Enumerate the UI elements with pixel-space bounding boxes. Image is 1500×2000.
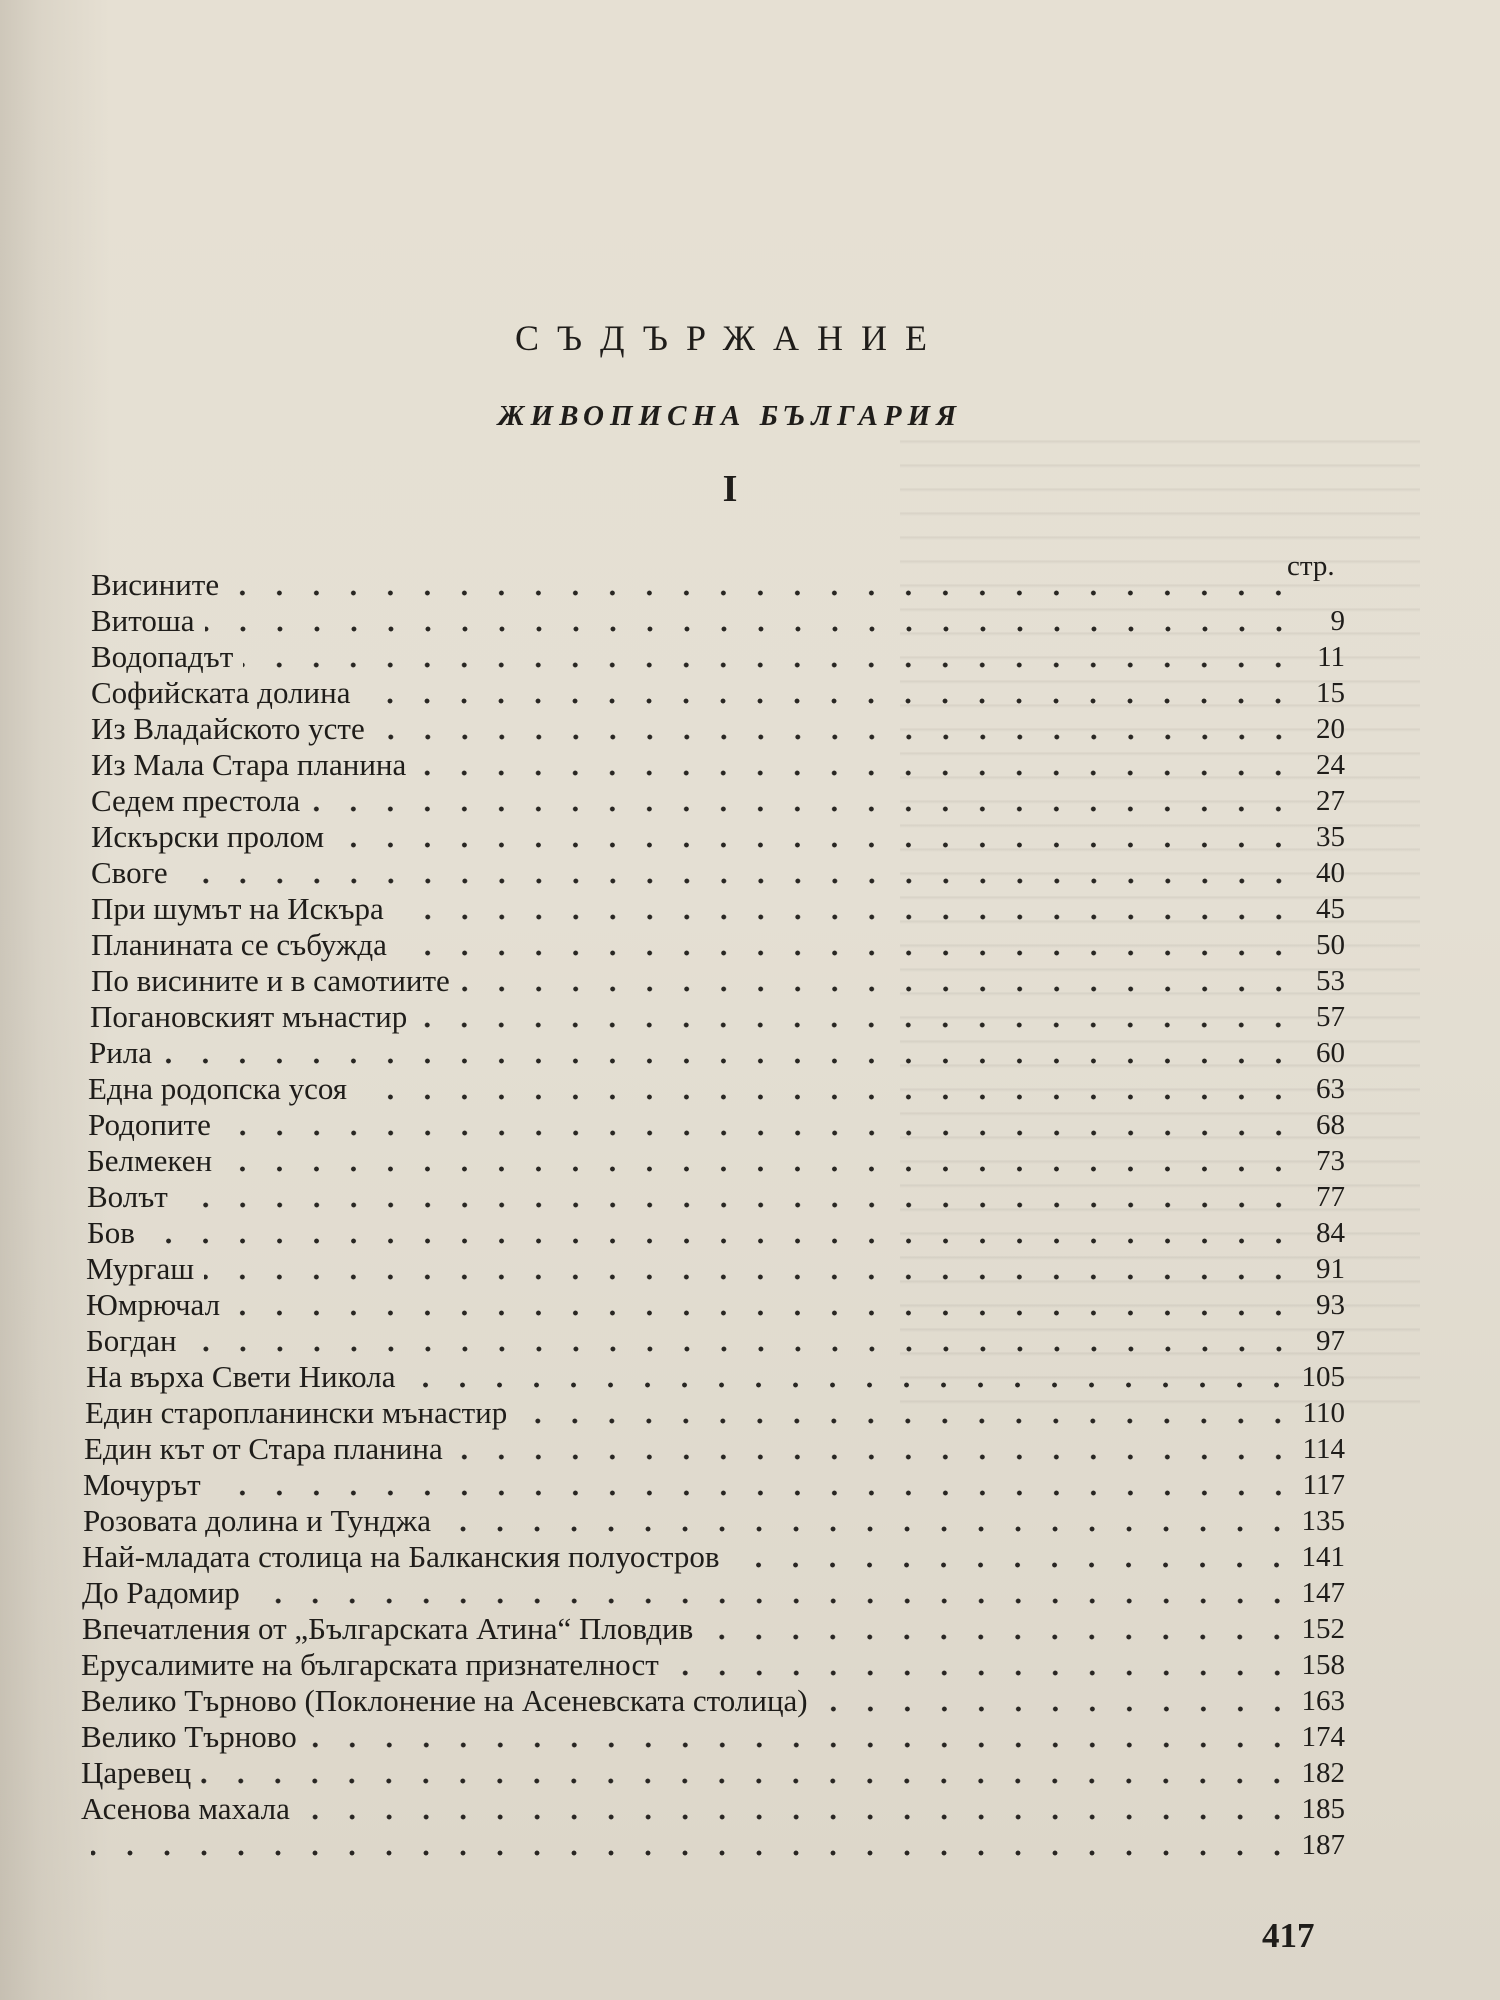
toc-entry-page: 110 [1302,1397,1345,1429]
toc-entry-title: Най-младата столица на Балканския полуостров [82,1539,720,1574]
toc-entry-page: 91 [1316,1253,1345,1285]
book-section-heading: ЖИВОПИСНА БЪЛГАРИЯ [497,400,963,432]
toc-entry-title: Асенова махала [81,1791,290,1826]
dot-leader [818,1706,1296,1712]
toc-entry [86,1287,1345,1323]
toc-entry-page: 174 [1301,1721,1345,1753]
toc-entry-page: 63 [1316,1073,1345,1105]
dot-leader [243,662,1297,668]
toc-entry-page: 141 [1301,1541,1345,1573]
toc-entry [91,963,1345,999]
toc-entry-page: 27 [1316,785,1345,817]
toc-entry-page: 182 [1301,1757,1345,1789]
toc-entry-page: 97 [1316,1325,1345,1357]
toc-entry [91,783,1345,819]
toc-entry-page: 77 [1316,1181,1345,1213]
toc-entry [87,1215,1345,1251]
toc-entry-page: 11 [1317,641,1345,673]
toc-entry [81,1791,1345,1827]
toc-entry-title: Мургаш [86,1251,195,1286]
toc-entry-page: 35 [1316,821,1345,853]
dot-leader [357,1094,1297,1100]
dot-leader [334,842,1297,848]
toc-entry-page: 135 [1301,1505,1345,1537]
dot-leader [394,914,1297,920]
toc-entry-page: 93 [1316,1289,1345,1321]
toc-entry [86,1251,1345,1287]
toc-entry-title: Бов [87,1215,135,1250]
dot-leader [310,806,1297,812]
toc-entry [91,891,1345,927]
toc-entry-title: Белмекен [87,1143,213,1178]
toc-entry [91,603,1345,639]
toc-entry-page: 105 [1301,1361,1345,1393]
toc-entry-title: Висините [91,567,220,602]
part-number: I [722,468,738,510]
toc-entry [91,855,1345,891]
toc-entry-page: 187 [1301,1829,1345,1861]
toc-entry-page: 117 [1302,1469,1345,1501]
dot-leader [187,1346,1297,1352]
toc-entry [83,1467,1345,1503]
toc-entry-title: Един кът от Стара планина [84,1431,443,1466]
toc-entry-page: 9 [1330,605,1345,637]
toc-entry-page: 152 [1301,1613,1345,1645]
toc-entry-title: Велико Търново (Поклонение на Асеневската столица) [81,1683,808,1718]
dot-leader [211,1490,1297,1496]
toc-entry-page: 60 [1316,1037,1345,1069]
toc-entry-page: 158 [1301,1649,1345,1681]
dot-leader [416,770,1297,776]
toc-entry [81,1755,1345,1791]
toc-entry-title: Юмрючал [86,1287,221,1322]
contents-heading: СЪДЪРЖАНИЕ [515,318,945,358]
toc-entry-title: Царевец [81,1755,192,1790]
toc-entry [90,999,1345,1035]
toc-entry-title: Впечатления от „Българската Атина“ Пловдив [82,1611,694,1646]
dot-leader [360,698,1297,704]
toc-entry [88,1071,1345,1107]
dot-leader [145,1238,1297,1244]
toc-entry-title: До Радомир [82,1575,240,1610]
toc-entry [89,1035,1345,1071]
toc-entry-title: Искърски пролом [91,819,325,854]
toc-entry [87,1143,1345,1179]
toc-entry-title: Ерусалимите на българската признателност [81,1647,659,1682]
toc-entry-page: 68 [1316,1109,1345,1141]
dot-leader [417,1022,1297,1028]
toc-entry-title: Витоша [91,603,195,638]
toc-entry-title: Своге [91,855,168,890]
toc-entry-title: Из Владайското усте [91,711,365,746]
toc-entry [91,927,1345,963]
toc-entry-title: Водопадът [91,639,234,674]
toc-entry [87,1179,1345,1215]
toc-entry-page: 163 [1301,1685,1345,1717]
toc-entry [91,819,1345,855]
dot-leader [178,1202,1297,1208]
dot-leader [300,1814,1296,1820]
toc-entry-title: Рила [89,1035,153,1070]
dot-leader [162,1058,1297,1064]
toc-entry [91,639,1345,675]
toc-entry [81,1827,1345,1863]
toc-entry-title: Богдан [86,1323,177,1358]
toc-entry-page: 114 [1302,1433,1345,1465]
toc-entry-title: Мочурът [83,1467,201,1502]
toc-entry-page: 147 [1301,1577,1345,1609]
dot-leader [205,626,1297,632]
dot-leader [729,1562,1295,1568]
toc-entry [86,1323,1345,1359]
toc-entry [81,1683,1345,1719]
toc-entry [81,1719,1345,1755]
toc-entry [88,1107,1345,1143]
toc-entry-page: 24 [1316,749,1345,781]
toc-entry-title: Планината се събужда [91,927,387,962]
dot-leader [405,1382,1295,1388]
page-column-label: стр. [1287,550,1335,582]
toc-entry [83,1503,1345,1539]
toc-entry [82,1611,1345,1647]
toc-entry-title: Из Мала Стара планина [91,747,407,782]
dot-leader [703,1634,1295,1640]
toc-entry [84,1431,1345,1467]
toc-entry [82,1539,1345,1575]
toc-entry [91,567,1345,603]
toc-entry-title: На върха Свети Никола [86,1359,396,1394]
dot-leader [91,1850,1296,1856]
toc-entry-title: Погановският мънастир [90,999,408,1034]
toc-entry-page: 15 [1316,677,1345,709]
toc-entry-page: 185 [1301,1793,1345,1825]
dot-leader [229,590,1297,596]
toc-entry-page: 57 [1316,1001,1345,1033]
toc-entry-page: 50 [1316,929,1345,961]
dot-leader [397,950,1297,956]
toc-entry-title: Един старопланински мънастир [85,1395,508,1430]
toc-entry-page: 53 [1316,965,1345,997]
toc-entry-title: Велико Търново [81,1719,297,1754]
toc-entry-page: 20 [1316,713,1345,745]
toc-entry-page: 84 [1316,1217,1345,1249]
dot-leader [375,734,1297,740]
toc-entry-title: По висините и в самотиите [91,963,450,998]
toc-entry [86,1359,1345,1395]
dot-leader [204,1274,1297,1280]
dot-leader [230,1310,1297,1316]
dot-leader [669,1670,1296,1676]
dot-leader [201,1778,1295,1784]
toc-entry [81,1647,1345,1683]
toc-entry-title: Розовата долина и Тунджа [83,1503,431,1538]
dot-leader [221,1130,1297,1136]
toc-entry [91,747,1345,783]
dot-leader [222,1166,1297,1172]
dot-leader [250,1598,1296,1604]
toc-entry [91,675,1345,711]
page-number: 417 [1262,1916,1315,1955]
toc-entry-title: Волът [87,1179,168,1214]
toc-entry-title: При шумът на Искъра [91,891,384,926]
dot-leader [307,1742,1296,1748]
toc-entry [91,711,1345,747]
dot-leader [517,1418,1296,1424]
toc-entry-title: Софийската долина [91,675,351,710]
toc-entry-title: Една родопска усоя [88,1071,348,1106]
toc-entry [85,1395,1345,1431]
dot-leader [460,986,1297,992]
dot-leader [453,1454,1297,1460]
toc-entry-title: Седем престола [91,783,301,818]
toc-entry-title: Родопите [88,1107,211,1142]
toc-entry [82,1575,1345,1611]
toc-entry-page: 40 [1316,857,1345,889]
toc-entry-page: 45 [1316,893,1345,925]
dot-leader [441,1526,1296,1532]
toc-entry-page: 73 [1316,1145,1345,1177]
dot-leader [178,878,1297,884]
